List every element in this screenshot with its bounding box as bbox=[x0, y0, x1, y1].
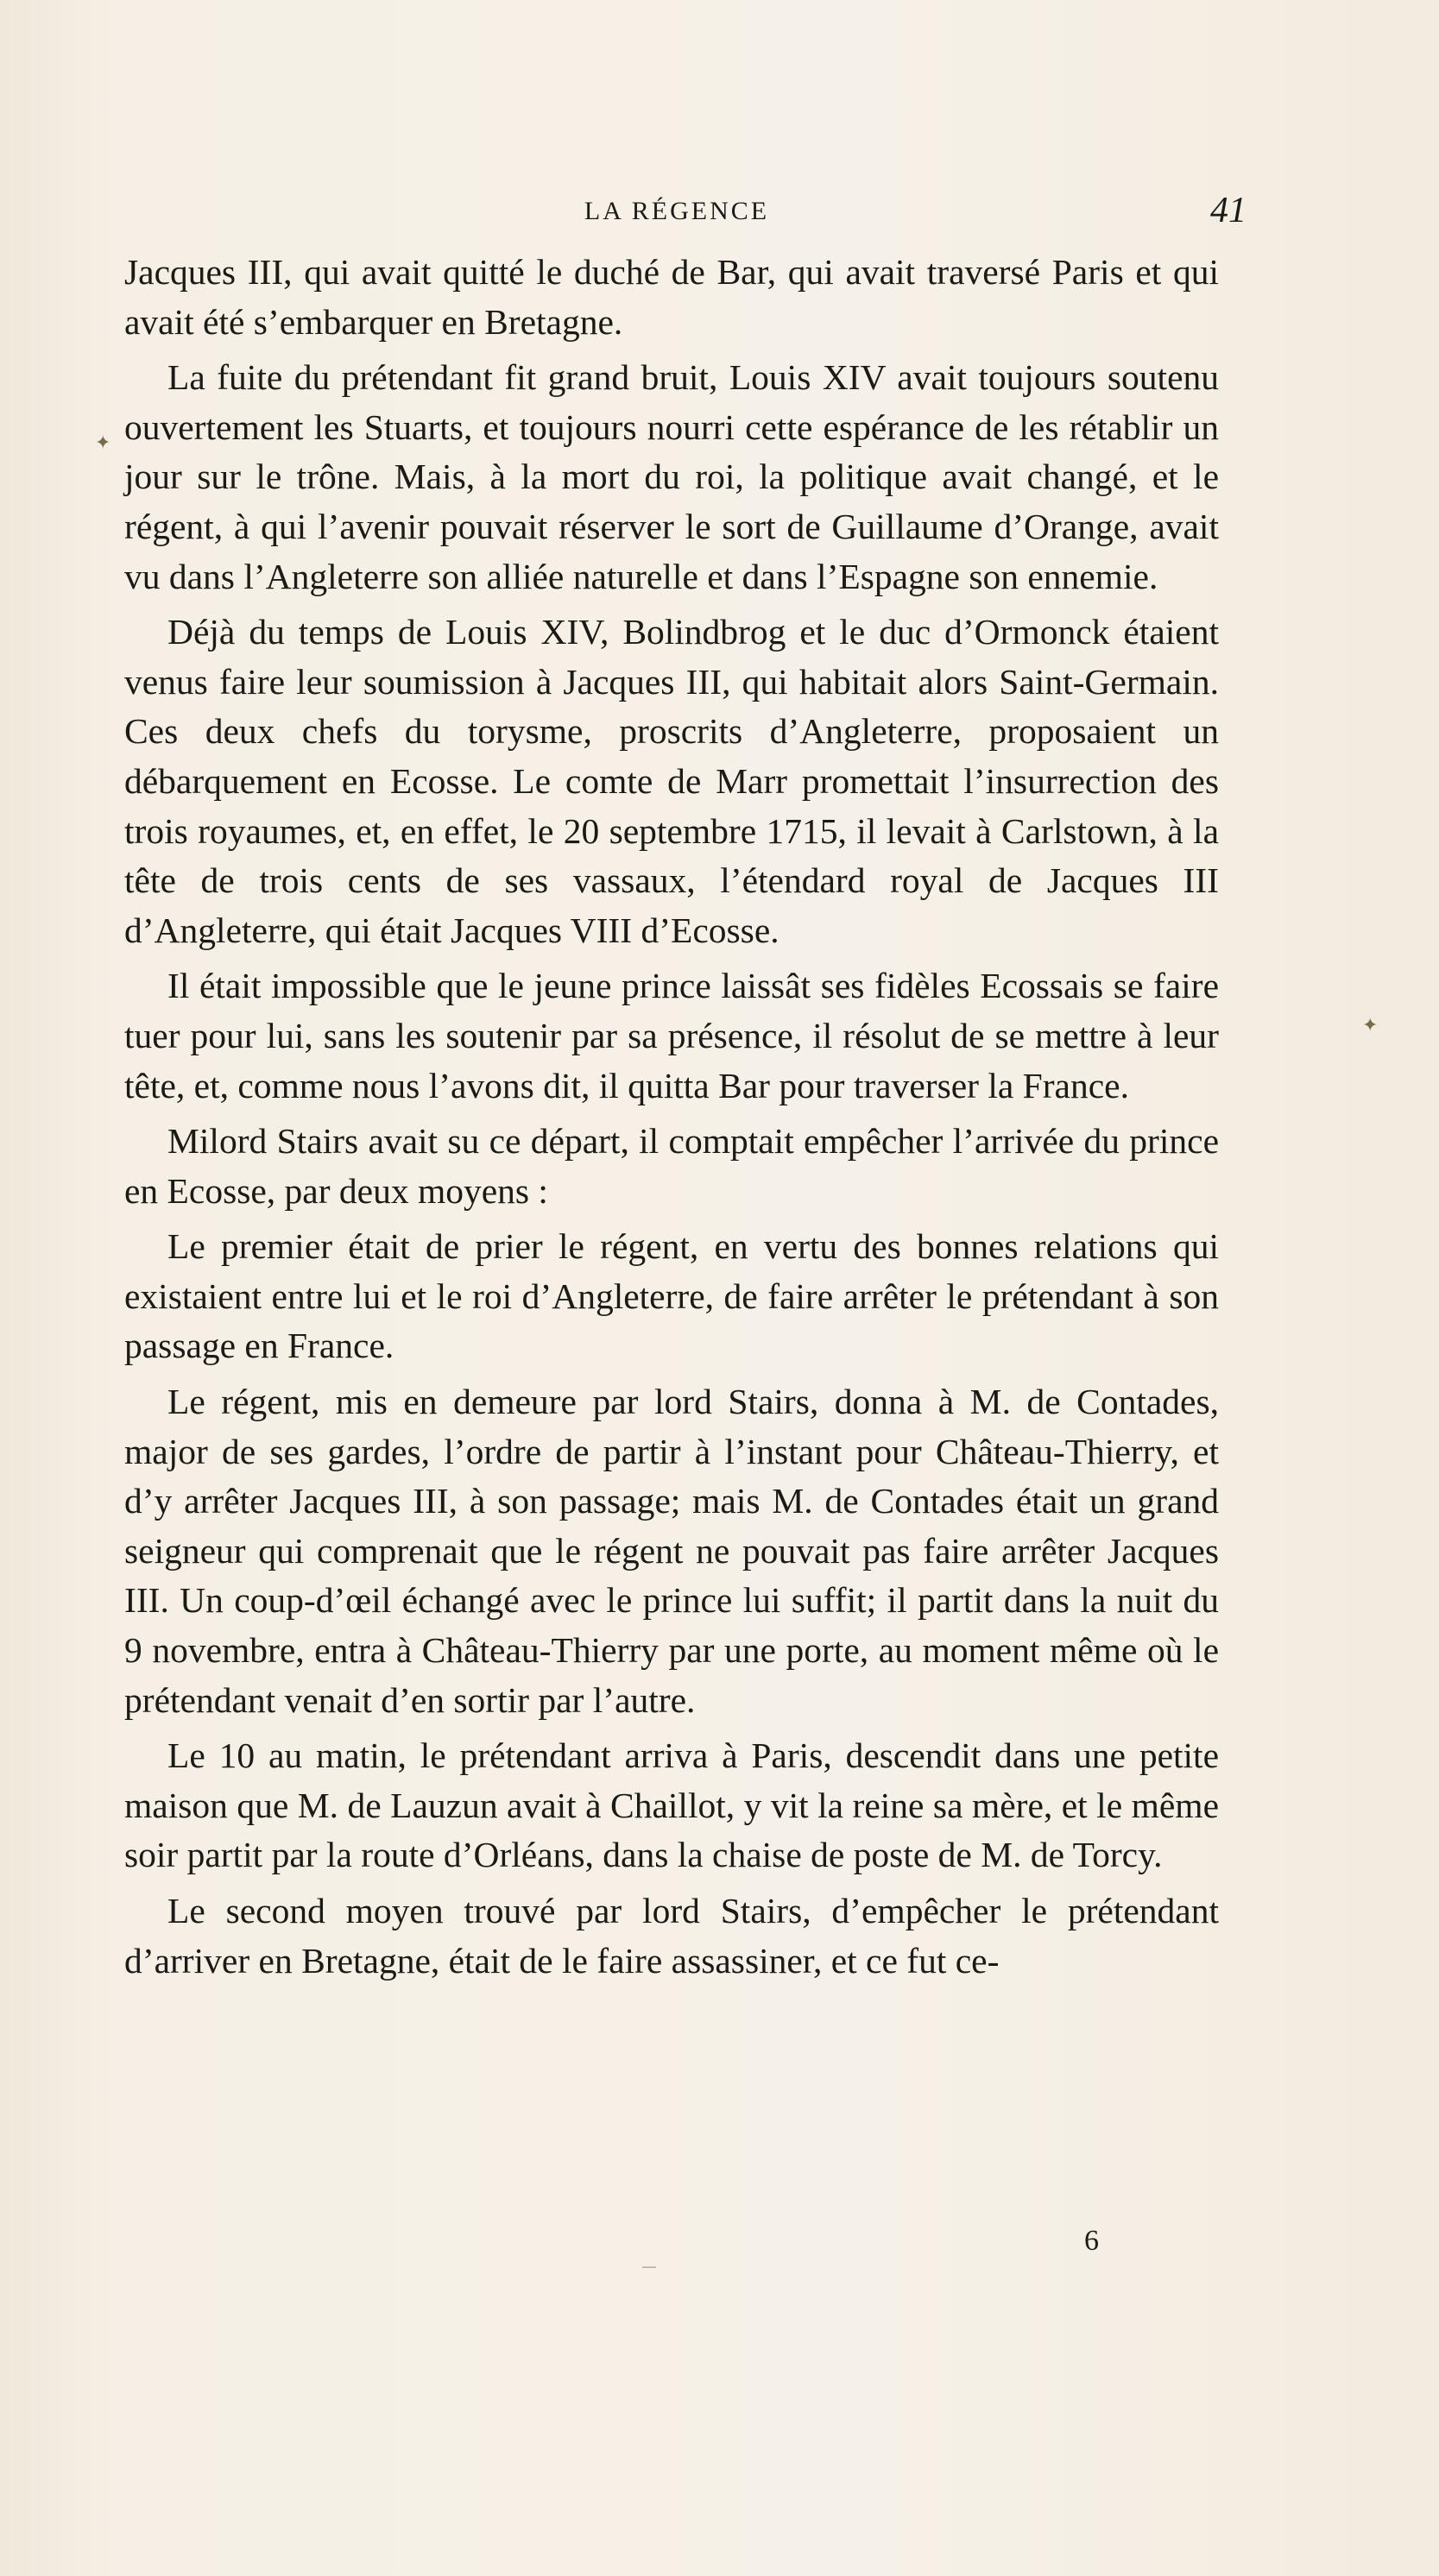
running-head bbox=[124, 190, 1247, 233]
paragraph-4: Il était impossible que le jeune prince laissât ses fidèles Ecossais se faire tuer pour lui, sans les soutenir par sa présence, il résolut de se mettre à leur tête, et, comme nous l’avons dit, il quitta Bar pour traverser la France. bbox=[124, 966, 1219, 1105]
paragraph-2: La fuite du prétendant fit grand bruit, Louis XIV avait toujours soutenu ouvertement les Stuarts, et toujours nourri cette espérance de les rétablir un jour sur le trône. Mais, à la mort du roi, la politique avait changé, et le régent, à qui l’avenir pouvait réserver le sort de Guillaume d’Orange, avait vu dans l’Angleterre son alliée naturelle et dans l’Espagne son ennemie. bbox=[124, 357, 1219, 596]
body-text bbox=[124, 248, 1219, 1992]
paragraph-7: Le régent, mis en demeure par lord Stairs, donna à M. de Contades, major de ses gardes, l’ordre de partir à l’instant pour Château-Thierry, et d’y arrêter Jacques III, à son passage; mais M. de Contades était un grand seigneur qui comprenait que le régent ne pouvait pas faire arrêter Jacques III. Un coup-d’œil échangé avec le prince lui suffit; il partit dans la nuit du 9 novembre, entra à Château-Thierry par une porte, au moment même où le prétendant venait d’en sortir par l’autre. bbox=[124, 1382, 1219, 1720]
paragraph-1: Jacques III, qui avait quitté le duché de Bar, qui avait traversé Paris et qui avait été s’embarquer en Bretagne. bbox=[124, 252, 1219, 342]
margin-speck-icon: ✦ bbox=[1362, 1014, 1379, 1036]
running-title: LA RÉGENCE bbox=[584, 197, 770, 225]
paragraph-3: Déjà du temps de Louis XIV, Bolindbrog et le duc d’Ormonck étaient venus faire leur soumission à Jacques III, qui habitait alors Saint-Germain. Ces deux chefs du torysme, proscrits d’Angleterre, proposaient un débarquement en Ecosse. Le comte de Marr promettait l’insurrection des trois royaumes, et, en effet, le 20 septembre 1715, il levait à Carlstown, à la tête de trois cents de ses vassaux, l’étendard royal de Jacques III d’Angleterre, qui était Jacques VIII d’Ecosse. bbox=[124, 612, 1219, 950]
paragraph-8: Le 10 au matin, le prétendant arriva à Paris, descendit dans une petite maison que M. de Lauzun avait à Chaillot, y vit la reine sa mère, et le même soir partit par la route d’Orléans, dans la chaise de poste de M. de Torcy. bbox=[124, 1735, 1219, 1875]
margin-speck-icon: ✦ bbox=[95, 431, 111, 453]
paragraph-5: Milord Stairs avait su ce départ, il comptait empêcher l’arrivée du prince en Ecosse, par deux moyens : bbox=[124, 1121, 1219, 1211]
page-number: 41 bbox=[1210, 191, 1247, 230]
paragraph-6: Le premier était de prier le régent, en vertu des bonnes relations qui existaient entre lui et le roi d’Angleterre, de faire arrêter le prétendant à son passage en France. bbox=[124, 1226, 1219, 1366]
margin-speck-icon: — bbox=[642, 2259, 656, 2274]
paragraph-9: Le second moyen trouvé par lord Stairs, d’empêcher le prétendant d’arriver en Bretagne, était de le faire assassiner, et ce fut ce- bbox=[124, 1891, 1219, 1981]
signature-mark: 6 bbox=[1084, 2225, 1099, 2257]
